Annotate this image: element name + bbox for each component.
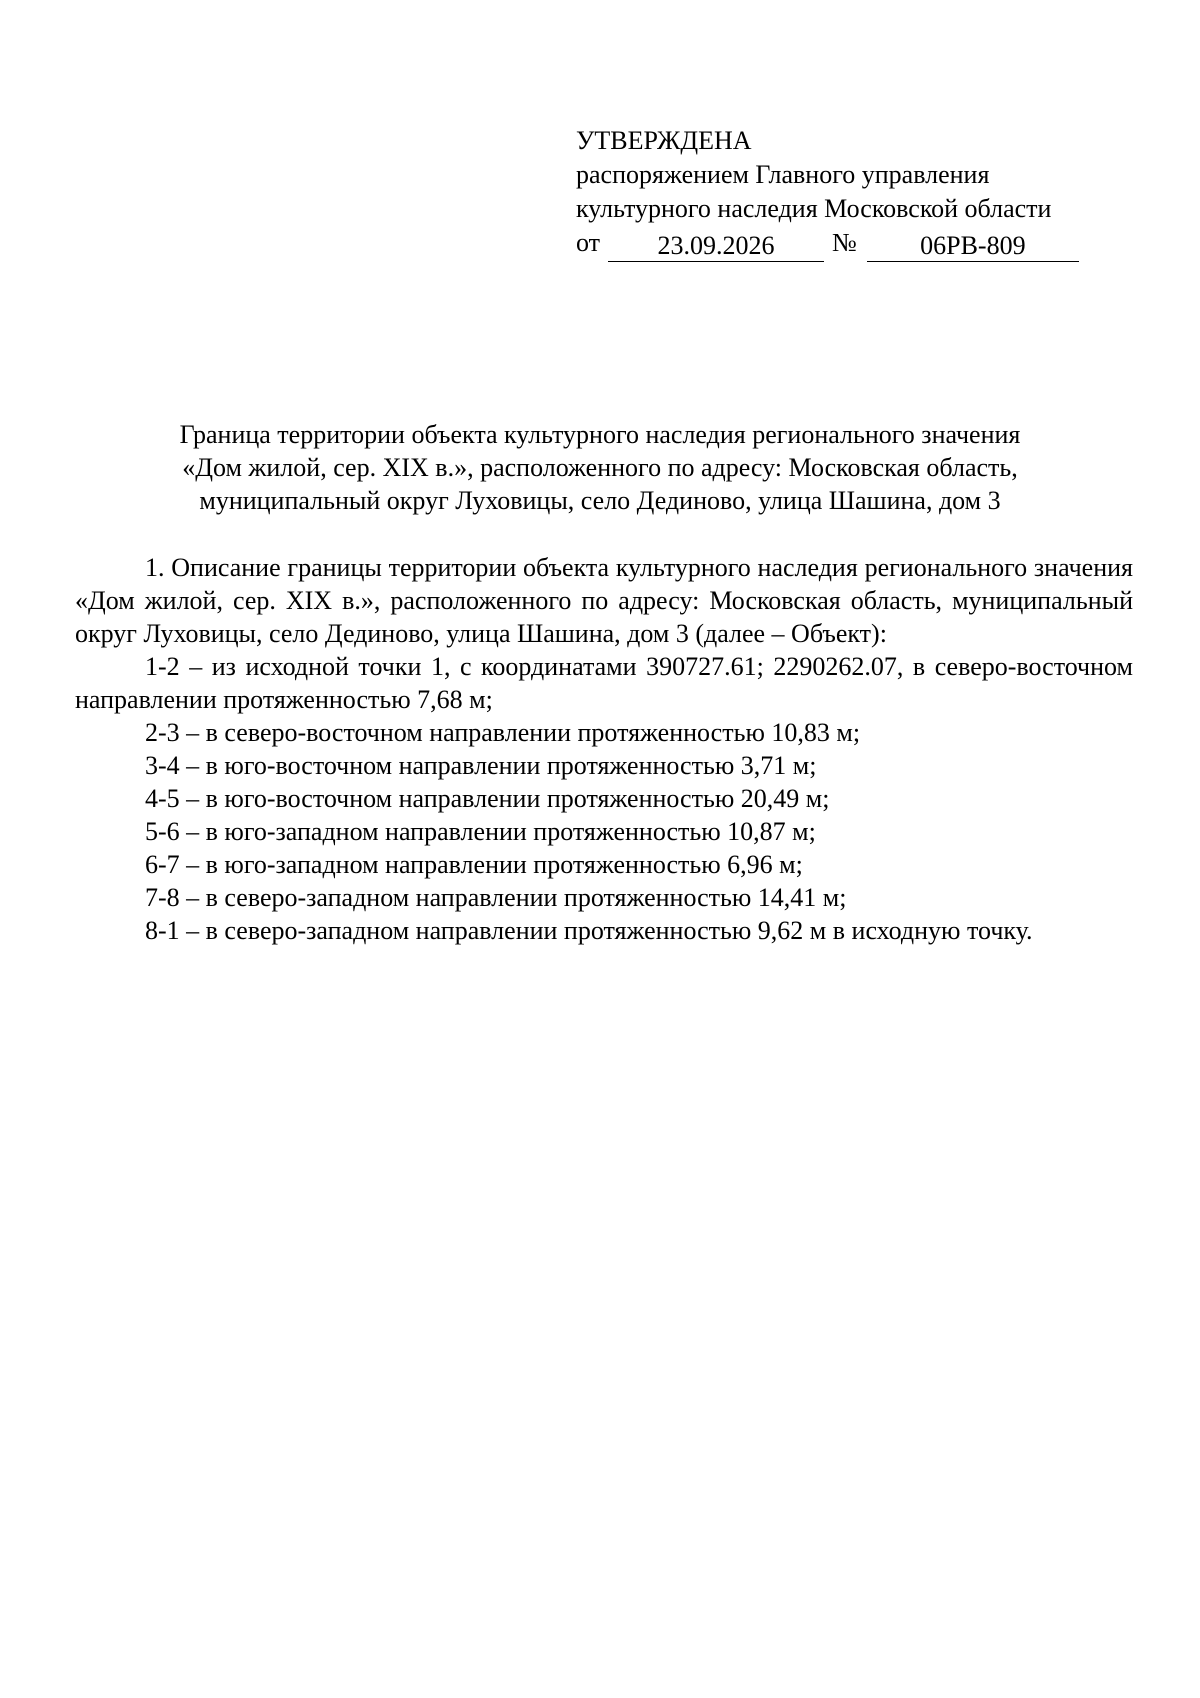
approval-date: 23.09.2026	[608, 231, 824, 262]
approval-block	[576, 124, 1096, 260]
segment-item: 2-3 – в северо-восточном направлении протяженностью 10,83 м;	[145, 718, 861, 747]
segment-item: 3-4 – в юго-восточном направлении протяженностью 3,71 м;	[145, 751, 817, 780]
segment-item: 4-5 – в юго-восточном направлении протяженностью 20,49 м;	[145, 784, 830, 813]
boundary-description-paragraph: 1. Описание границы территории объекта культурного наследия регионального значения «Дом жилой, сер. XIX в.», расположенного по адресу: Московская область, муниципальный округ Луховицы, село Дединово, улица Шашина, дом 3 (далее – Объект):	[75, 553, 1133, 648]
document-title	[80, 418, 1120, 517]
approval-line-2: культурного наследия Московской области	[576, 194, 1052, 223]
approval-heading: УТВЕРЖДЕНА	[576, 126, 752, 155]
segment-item: 5-6 – в юго-западном направлении протяженностью 10,87 м;	[145, 817, 816, 846]
title-line-2: «Дом жилой, сер. XIX в.», расположенного по адресу: Московская область,	[182, 453, 1018, 482]
segment-item: 6-7 – в юго-западном направлении протяженностью 6,96 м;	[145, 850, 803, 879]
approval-number: 06РВ-809	[867, 231, 1079, 262]
approval-line-1: распоряжением Главного управления	[576, 160, 990, 189]
segment-item: 1-2 – из исходной точки 1, с координатами 390727.61; 2290262.07, в северо-восточном направлении протяженностью 7,68 м;	[75, 652, 1133, 714]
segment-item: 8-1 – в северо-западном направлении протяженностью 9,62 м в исходную точку.	[145, 916, 1033, 945]
segment-item: 7-8 – в северо-западном направлении протяженностью 14,41 м;	[145, 883, 847, 912]
number-label: №	[832, 228, 857, 257]
title-line-1: Граница территории объекта культурного наследия регионального значения	[179, 420, 1021, 449]
title-line-3: муниципальный округ Луховицы, село Дединово, улица Шашина, дом 3	[199, 486, 1001, 515]
from-label: от	[576, 228, 601, 257]
approval-date-row	[576, 226, 1096, 260]
document-body	[75, 551, 1133, 947]
